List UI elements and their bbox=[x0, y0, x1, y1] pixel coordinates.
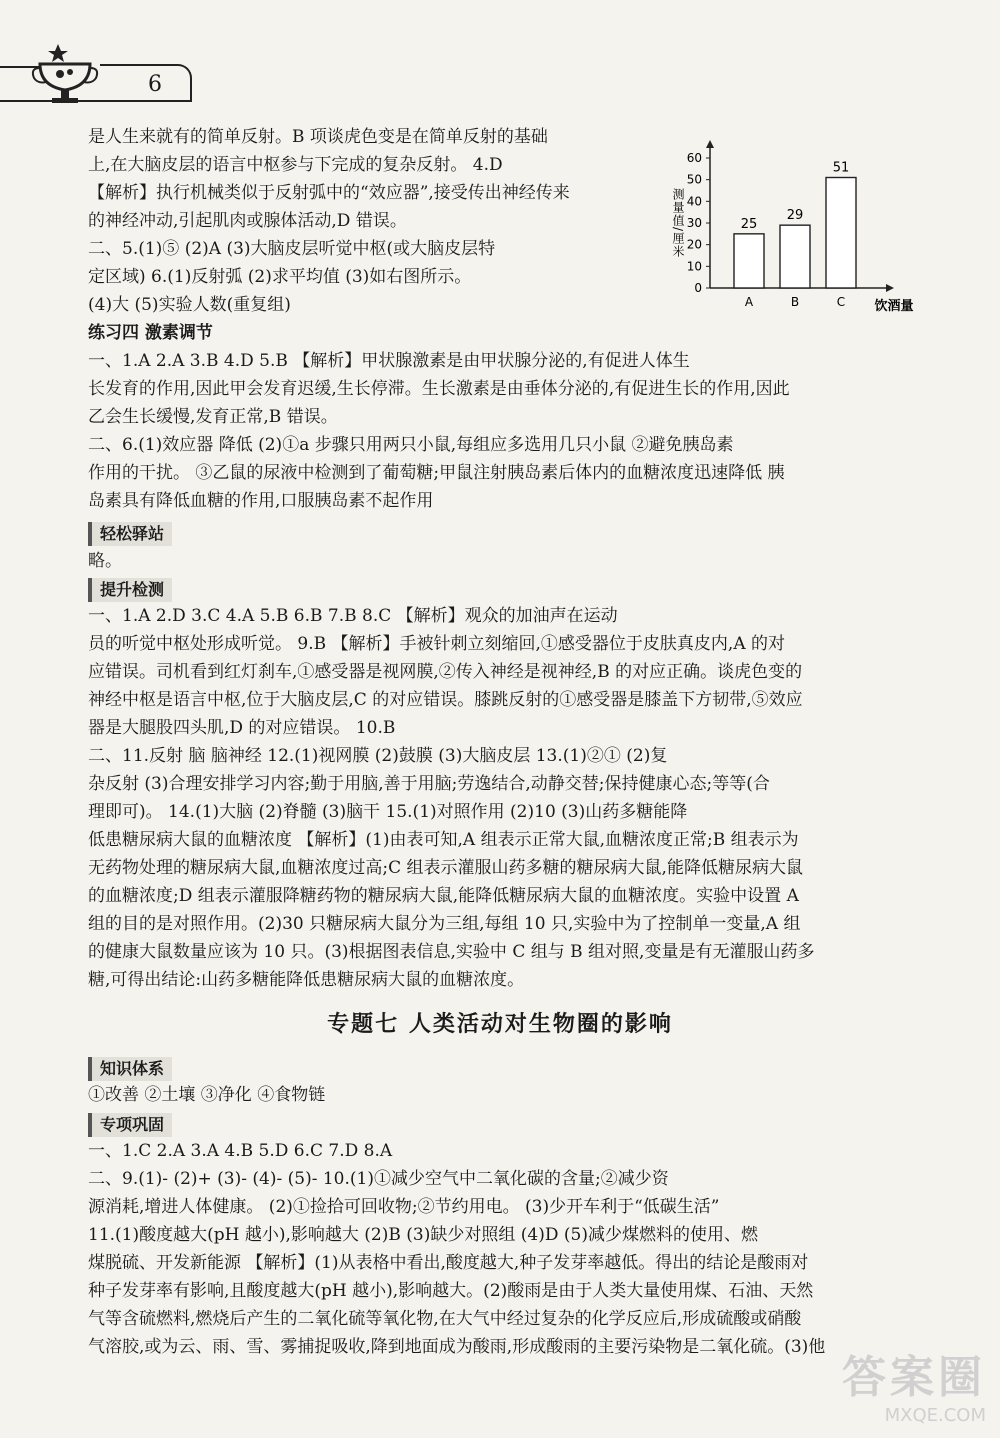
text-line: 二、5.(1)⑤ (2)A (3)大脑皮层听觉中枢(或大脑皮层特 bbox=[88, 239, 496, 259]
exercise-heading: 练习四 激素调节 bbox=[88, 323, 213, 343]
bar bbox=[734, 234, 764, 288]
text-line: 一、1.A 2.A 3.B 4.D 5.B 【解析】甲状腺激素是由甲状腺分泌的,有促进人体生 bbox=[88, 351, 690, 371]
y-tick-label: 20 bbox=[686, 237, 702, 252]
text-line: 长发育的作用,因此甲会发育迟缓,生长停滞。生长激素是由垂体分泌的,有促进生长的作用,因此 bbox=[88, 379, 790, 399]
header-tab bbox=[100, 64, 192, 102]
text-line: 理即可)。 14.(1)大脑 (2)脊髓 (3)脑干 15.(1)对照作用 (2)10 (3)山药多糖能降 bbox=[88, 802, 688, 822]
text-line: (4)大 (5)实验人数(重复组) bbox=[88, 295, 291, 315]
text-line: 作用的干扰。 ③乙鼠的尿液中检测到了葡萄糖;甲鼠注射胰岛素后体内的血糖浓度迅速降低 胰 bbox=[88, 463, 785, 483]
text-line: 器是大腿股四头肌,D 的对应错误。 10.B bbox=[88, 718, 396, 738]
text-line: 是人生来就有的简单反射。B 项谈虎色变是在简单反射的基础 bbox=[88, 127, 548, 147]
page-header bbox=[0, 38, 200, 112]
text-line: 杂反射 (3)合理安排学习内容;勤于用脑,善于用脑;劳逸结合,动静交替;保持健康心态;等等(合 bbox=[88, 774, 770, 794]
y-axis-label: 测量值/厘米 bbox=[671, 187, 685, 259]
text-line: 二、11.反射 脑 脑神经 12.(1)视网膜 (2)鼓膜 (3)大脑皮层 13.(1)②① (2)复 bbox=[88, 746, 668, 766]
text-line: 一、1.C 2.A 3.A 4.B 5.D 6.C 7.D 8.A bbox=[88, 1141, 393, 1161]
text-line: 种子发芽率有影响,且酸度越大(pH 越小),影响越大。(2)酸雨是由于人类大量使用煤、石油、天然 bbox=[88, 1281, 814, 1301]
text-line: 应错误。司机看到红灯刹车,①感受器是视网膜,②传入神经是视神经,B 的对应正确。谈虎色变的 bbox=[88, 662, 803, 682]
section-tag: 知识体系 bbox=[88, 1057, 172, 1081]
text-line: 的健康大鼠数量应该为 10 只。(3)根据图表信息,实验中 C 组与 B 组对照,变量是有无灌服山药多 bbox=[88, 942, 815, 962]
x-tick-label: B bbox=[790, 295, 800, 309]
x-axis-label: 饮酒量 bbox=[874, 299, 914, 314]
y-tick-label: 10 bbox=[686, 259, 702, 274]
text-line: 组的目的是对照作用。(2)30 只糖尿病大鼠分为三组,每组 10 只,实验中为了控制单一变量,A 组 bbox=[88, 914, 801, 934]
text-line: 员的听觉中枢处形成听觉。 9.B 【解析】手被针刺立刻缩回,①感受器位于皮肤真皮内,A 的对 bbox=[88, 634, 786, 654]
bar-value-label: 25 bbox=[740, 216, 758, 232]
bar bbox=[826, 178, 856, 289]
text-line: 二、6.(1)效应器 降低 (2)①a 步骤只用两只小鼠,每组应多选用几只小鼠 ②避免胰岛素 bbox=[88, 435, 734, 455]
chart-svg bbox=[660, 126, 914, 326]
topic-title: 专题七 人类活动对生物圈的影响 bbox=[327, 1012, 673, 1037]
y-tick-label: 40 bbox=[686, 194, 702, 209]
text-line: 源消耗,增进人体健康。 (2)①捡拾可回收物;②节约用电。 (3)少开车利于“低碳生活” bbox=[88, 1197, 720, 1217]
y-tick-label: 0 bbox=[694, 281, 702, 295]
text-line: 低患糖尿病大鼠的血糖浓度 【解析】(1)由表可知,A 组表示正常大鼠,血糖浓度正常;B 组表示为 bbox=[88, 830, 799, 850]
y-tick-label: 30 bbox=[686, 216, 702, 230]
text-line: 神经中枢是语言中枢,位于大脑皮层,C 的对应错误。膝跳反射的①感受器是膝盖下方韧带,⑤效应 bbox=[88, 690, 803, 710]
x-tick-label: A bbox=[744, 295, 754, 309]
text-line: 二、9.(1)- (2)+ (3)- (4)- (5)- 10.(1)①减少空气中二氧化碳的含量;②减少资 bbox=[88, 1169, 669, 1189]
text-line: ①改善 ②土壤 ③净化 ④食物链 bbox=[88, 1085, 326, 1105]
x-axis-arrow bbox=[886, 284, 894, 292]
section-tag: 提升检测 bbox=[88, 578, 172, 602]
text-line: 【解析】执行机械类似于反射弧中的“效应器”,接受传出神经传来 bbox=[88, 183, 570, 203]
text-line: 11.(1)酸度越大(pH 越小),影响越大 (2)B (3)缺少对照组 (4)D (5)减少煤燃料的使用、燃 bbox=[88, 1225, 758, 1245]
text-line: 糖,可得出结论:山药多糖能降低患糖尿病大鼠的血糖浓度。 bbox=[88, 970, 525, 990]
bar-chart bbox=[660, 126, 914, 326]
text-line: 的血糖浓度;D 组表示灌服降糖药物的糖尿病大鼠,能降低糖尿病大鼠的血糖浓度。实验中设置 A bbox=[88, 886, 799, 906]
text-line: 气溶胶,或为云、雨、雪、雾捕捉吸收,降到地面成为酸雨,形成酸雨的主要污染物是二氧化硫。(3)他 bbox=[88, 1337, 826, 1357]
page-number: 6 bbox=[148, 72, 162, 97]
text-line: 无药物处理的糖尿病大鼠,血糖浓度过高;C 组表示灌服山药多糖的糖尿病大鼠,能降低糖尿病大鼠 bbox=[88, 858, 803, 878]
text-line: 岛素具有降低血糖的作用,口服胰岛素不起作用 bbox=[88, 491, 434, 511]
y-tick-label: 60 bbox=[686, 151, 702, 165]
y-tick-label: 50 bbox=[686, 172, 702, 187]
text-line: 的神经冲动,引起肌肉或腺体活动,D 错误。 bbox=[88, 211, 407, 231]
text-line: 煤脱硫、开发新能源 【解析】(1)从表格中看出,酸度越大,种子发芽率越低。得出的结论是酸雨对 bbox=[88, 1253, 809, 1273]
bar bbox=[780, 225, 810, 288]
section-tag: 轻松驿站 bbox=[88, 522, 172, 546]
watermark-logo: 答案圈 bbox=[842, 1352, 986, 1403]
text-line: 气等含硫燃料,燃烧后产生的二氧化硫等氧化物,在大气中经过复杂的化学反应后,形成硫酸或硝酸 bbox=[88, 1309, 802, 1329]
text-line: 上,在大脑皮层的语言中枢参与下完成的复杂反射。 4.D bbox=[88, 155, 503, 175]
y-axis-arrow bbox=[706, 140, 714, 148]
text-line: 定区域) 6.(1)反射弧 (2)求平均值 (3)如右图所示。 bbox=[88, 267, 472, 287]
text-line: 略。 bbox=[88, 551, 122, 571]
text-line: 乙会生长缓慢,发育正常,B 错误。 bbox=[88, 407, 338, 427]
section-tag: 专项巩固 bbox=[88, 1113, 172, 1137]
watermark-url: MXQE.COM bbox=[884, 1405, 986, 1426]
bar-value-label: 29 bbox=[786, 208, 804, 224]
trophy-icon bbox=[30, 42, 100, 108]
x-tick-label: C bbox=[836, 295, 846, 309]
watermark bbox=[842, 1341, 986, 1426]
text-line: 一、1.A 2.D 3.C 4.A 5.B 6.B 7.B 8.C 【解析】观众的加油声在运动 bbox=[88, 606, 618, 626]
bar-value-label: 51 bbox=[832, 160, 850, 176]
